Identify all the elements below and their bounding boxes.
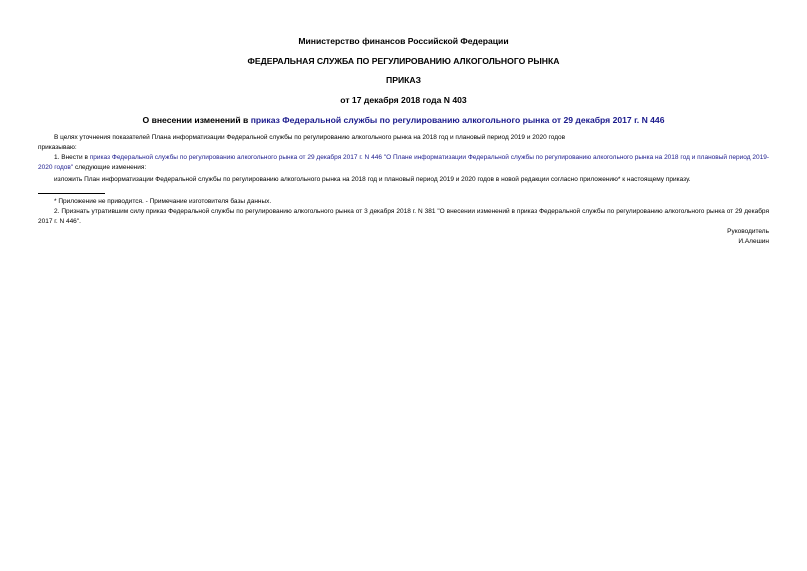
service-heading: ФЕДЕРАЛЬНАЯ СЛУЖБА ПО РЕГУЛИРОВАНИЮ АЛКОГОЛЬНОГО РЫНКА bbox=[247, 56, 560, 66]
paragraph-item-2: 2. Признать утратившим силу приказ Федеральной службы по регулированию алкогольного рынка от 3 декабря 2018 г. N 381 "О внесении изменений в приказ Федеральной службы по регулированию алкогольного рынка от 29 декабря 2017 г. N 446". bbox=[38, 208, 769, 225]
paragraph-purpose: В целях уточнения показателей Плана информатизации Федеральной службы по регулированию алкогольного рынка на 2018 год и плановый период 2019 и 2020 годов bbox=[54, 134, 566, 141]
footnote-separator bbox=[38, 193, 105, 194]
ministry-heading: Министерство финансов Российской Федерации bbox=[298, 36, 509, 46]
doc-type-heading: ПРИКАЗ bbox=[386, 75, 421, 85]
signature-name: И.Алешин bbox=[738, 238, 769, 245]
paragraph-item-1 bbox=[38, 153, 769, 173]
title-link[interactable]: приказ Федеральной службы по регулированию алкогольного рынка от 29 декабря 2017 г. N 446 bbox=[250, 115, 665, 125]
paragraph-change: изложить План информатизации Федеральной службы по регулированию алкогольного рынка на 2018 год и плановый период 2019 и 2020 годов в новой редакции согласно приложению* к настоящему приказу. bbox=[54, 176, 691, 183]
document-title bbox=[0, 115, 807, 125]
signature-position: Руководитель bbox=[727, 228, 769, 235]
date-number-heading: от 17 декабря 2018 года N 403 bbox=[340, 95, 467, 105]
paragraph-order: приказываю: bbox=[38, 144, 77, 151]
footnote: * Приложение не приводится. - Примечание изготовителя базы данных. bbox=[54, 198, 272, 205]
title-prefix: О внесении изменений в bbox=[142, 115, 251, 125]
item-1-suffix: следующие изменения: bbox=[73, 163, 147, 171]
item-1-link[interactable]: приказ Федеральной службы по регулированию алкогольного рынка от 29 декабря 2017 г. N 446 "О Плане информатизации Федеральной службы по регулированию алкогольного рынка на 2018 год и плановый период 2019-2020 годов" bbox=[38, 154, 769, 171]
item-1-prefix: 1. Внести в bbox=[54, 154, 90, 161]
